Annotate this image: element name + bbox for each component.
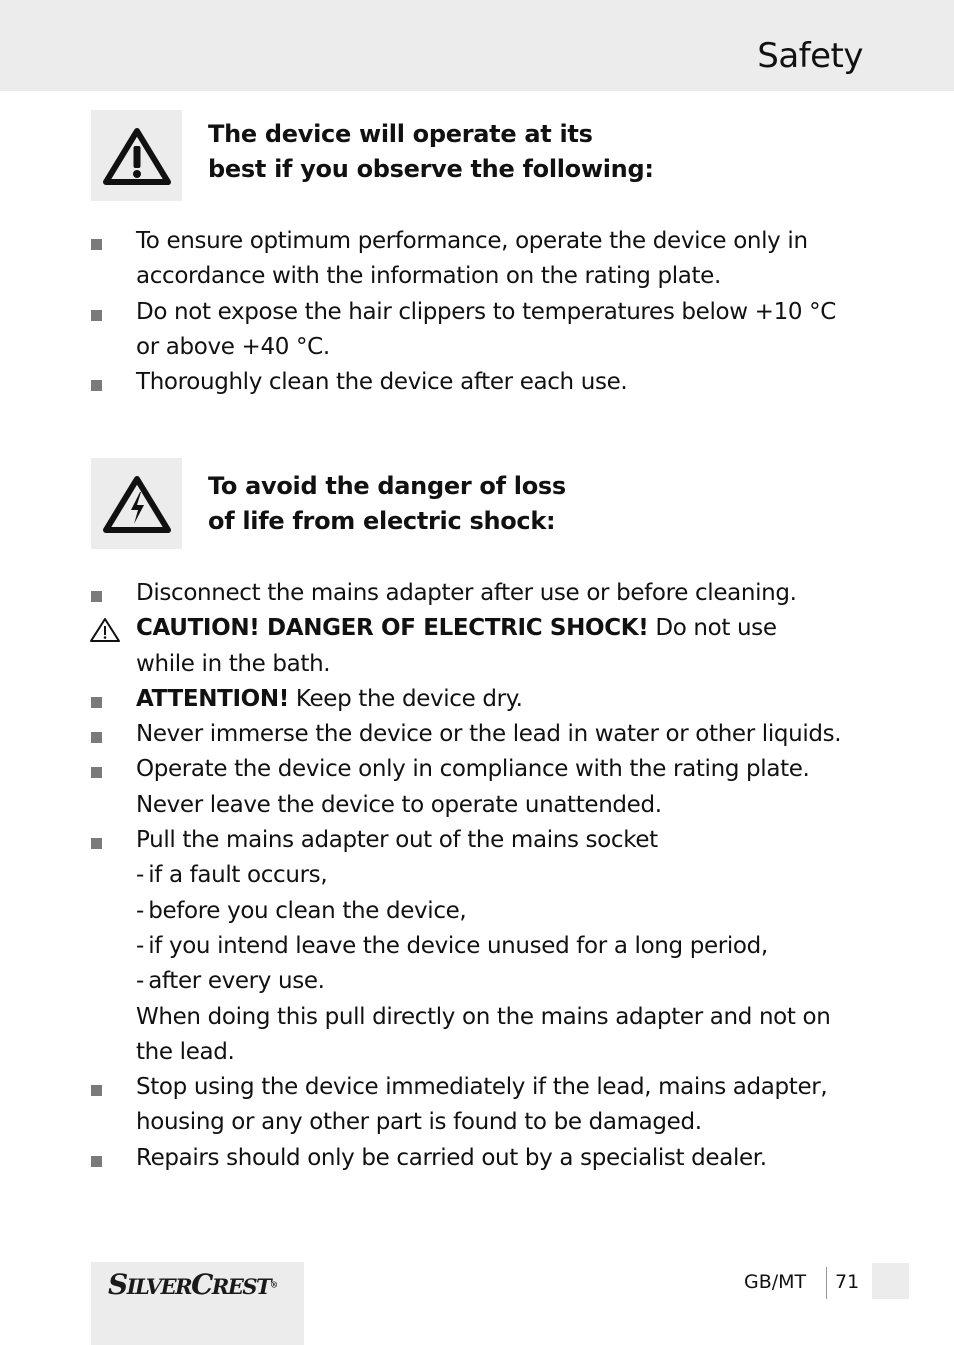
corner-tab <box>872 1263 909 1299</box>
list-text: Pull the mains adapter out of the mains socket <box>136 827 658 854</box>
bullet-square-icon <box>91 1156 102 1167</box>
list-item <box>91 576 831 611</box>
sub-list-item: - if you intend leave the device unused for a long period, <box>136 932 768 959</box>
list-item <box>91 295 836 366</box>
language-code: GB/MT <box>744 1271 807 1293</box>
heading-line: of life from electric shock: <box>208 507 556 535</box>
list-item <box>91 717 842 752</box>
list-item <box>91 611 831 682</box>
bullet-square-icon <box>91 239 102 250</box>
warning-box <box>91 458 182 549</box>
brand-logo-box <box>91 1262 304 1345</box>
list-item <box>91 224 831 295</box>
divider <box>826 1267 827 1299</box>
bullet-list <box>91 576 842 1176</box>
bullet-list <box>91 224 836 400</box>
warning-icon <box>102 126 172 186</box>
sub-list-item: - after every use. <box>136 968 325 995</box>
list-item <box>91 1141 831 1176</box>
heading-line: The device will operate at its <box>208 120 593 148</box>
heading-line: best if you observe the following: <box>208 155 654 183</box>
sub-list-item: - if a fault occurs, <box>136 862 328 889</box>
bullet-square-icon <box>91 380 102 391</box>
list-text: When doing this pull directly on the mains adapter and not on <box>136 1003 831 1030</box>
list-item <box>91 1070 831 1141</box>
list-item <box>91 752 831 823</box>
list-text: Do not use <box>648 615 777 642</box>
section-heading <box>208 469 566 539</box>
list-text: housing or any other part is found to be damaged. <box>136 1109 702 1136</box>
list-item <box>91 365 831 400</box>
list-text: while in the bath. <box>136 650 331 677</box>
list-text: Do not expose the hair clippers to temperatures below +10 °C <box>136 298 836 325</box>
list-text: Stop using the device immediately if the lead, mains adapter, <box>136 1074 828 1101</box>
list-item <box>91 682 831 717</box>
list-text: the lead. <box>136 1038 235 1065</box>
list-text: To ensure optimum performance, operate the device only in <box>136 228 808 254</box>
bullet-square-icon <box>91 1085 102 1096</box>
sub-list-item: - before you clean the device, <box>136 897 467 924</box>
bullet-square-icon <box>91 767 102 778</box>
list-text: Never immerse the device or the lead in water or other liquids. <box>136 721 842 748</box>
list-text: Keep the device dry. <box>288 685 523 712</box>
section-heading <box>208 117 654 187</box>
page-number: 71 <box>835 1271 860 1293</box>
list-item <box>91 823 831 1070</box>
list-text: Repairs should only be carried out by a specialist dealer. <box>136 1144 767 1171</box>
caution-label: CAUTION! DANGER OF ELECTRIC SHOCK! <box>136 615 649 642</box>
list-text: Disconnect the mains adapter after use or before cleaning. <box>136 580 797 606</box>
attention-label: ATTENTION! <box>136 685 289 712</box>
electric-shock-warning-icon <box>102 474 172 534</box>
warning-box <box>91 110 182 201</box>
list-text: Never leave the device to operate unattended. <box>136 791 662 818</box>
list-text: Operate the device only in compliance with the rating plate. <box>136 756 810 783</box>
list-text: Thoroughly clean the device after each use. <box>136 369 628 396</box>
brand-logo: SILVERCREST® <box>108 1268 277 1301</box>
page-title: Safety <box>757 36 863 76</box>
warning-icon <box>89 617 121 643</box>
bullet-square-icon <box>91 591 102 602</box>
bullet-square-icon <box>91 697 102 708</box>
bullet-square-icon <box>91 838 102 849</box>
bullet-square-icon <box>91 310 102 321</box>
list-text: accordance with the information on the rating plate. <box>136 263 721 290</box>
heading-line: To avoid the danger of loss <box>208 472 566 500</box>
bullet-square-icon <box>91 732 102 743</box>
list-text: or above +40 °C. <box>136 333 330 360</box>
